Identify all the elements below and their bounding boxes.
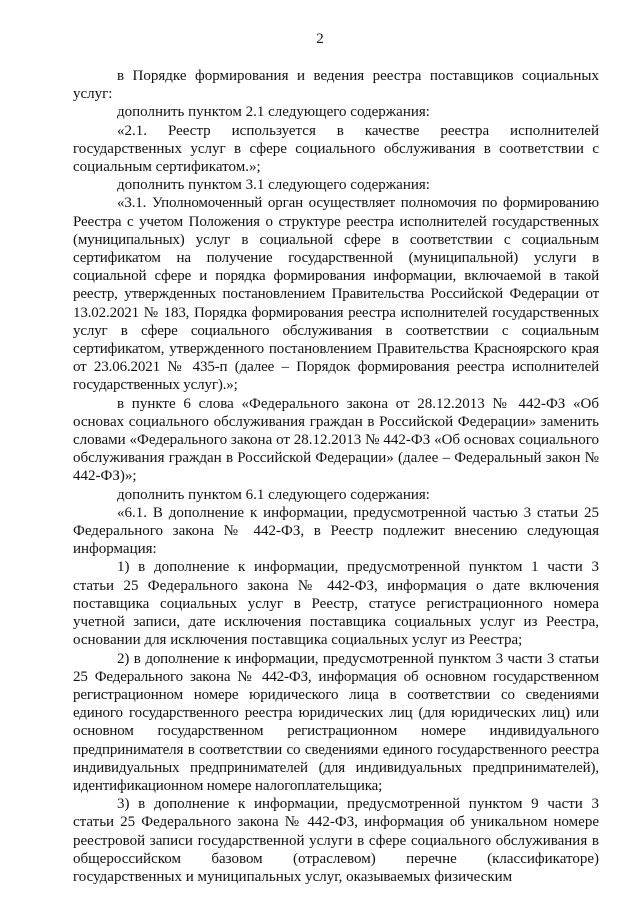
paragraph-clause-6-1: «6.1. В дополнение к информации, предусмотренной частью 3 статьи 25 Федерального закона № 442-ФЗ, в Реестр подлежит внесению следующая информация: xyxy=(73,504,599,558)
paragraph-intro: в Порядке формирования и ведения реестра поставщиков социальных услуг: xyxy=(73,68,599,103)
paragraph-item-1: 1) в дополнение к информации, предусмотренной пунктом 1 части 3 статьи 25 Федерального закона № 442-ФЗ, информация о дате включения поставщика социальных услуг в Реестр, статусе регистрационного номера учетной записи, дате исключения поставщика социальных услуг из Реестра, основании для исключения поставщика социальных услуг из Реестра; xyxy=(73,559,599,649)
paragraph-add-3-1: дополнить пунктом 3.1 следующего содержания: xyxy=(117,177,430,194)
paragraph-point-6: в пункте 6 слова «Федерального закона от 28.12.2013 № 442-ФЗ «Об основах социального обслуживания граждан в Российской Федерации» заменить словами «Федерального закона от 28.12.2013 № 442-ФЗ «Об основах социального обслуживания граждан в Российской Федерации» (далее – Федеральный закон № 442-ФЗ)»; xyxy=(73,395,599,485)
paragraph-add-6-1: дополнить пунктом 6.1 следующего содержания: xyxy=(117,486,430,503)
paragraph-add-2-1: дополнить пунктом 2.1 следующего содержания: xyxy=(117,104,430,121)
paragraph-clause-2-1: «2.1. Реестр используется в качестве реестра исполнителей государственных услуг в сфере социального обслуживания в соответствии с социальным сертификатом.»; xyxy=(73,122,599,176)
paragraph-item-2: 2) в дополнение к информации, предусмотренной пунктом 3 части 3 статьи 25 Федерального закона № 442-ФЗ, информация об основном государственном регистрационном номере юридического лица в соответствии со сведениями единого государственного реестра юридических лиц (для юридических лиц) или основном государственном регистрационном номере индивидуального предпринимателя в соответствии со сведениями единого государственного реестра индивидуальных предпринимателей (для индивидуальных предпринимателей), идентификационном номере налогоплательщика; xyxy=(73,650,599,794)
document-body xyxy=(73,67,599,886)
page-number: 2 xyxy=(316,31,324,47)
paragraph-clause-3-1: «3.1. Уполномоченный орган осуществляет полномочия по формированию Реестра с учетом Положения о структуре реестра исполнителей государственных (муниципальных) услуг в социальной сфере в соответствии с социальным сертификатом на получение государственной (муниципальной) услуги в социальной сфере и порядка формирования информации, включаемой в такой реестр, утвержденных постановлением Правительства Российской Федерации от 13.02.2021 № 183, Порядка формирования реестра исполнителей государственных услуг в сфере социального обслуживания в соответствии с социальным сертификатом, утвержденного постановлением Правительства Красноярского края от 23.06.2021 № 435-п (далее – Порядок формирования реестра исполнителей государственных услуг).»; xyxy=(73,195,599,394)
paragraph-item-3: 3) в дополнение к информации, предусмотренной пунктом 9 части 3 статьи 25 Федерального закона № 442-ФЗ, информация об уникальном номере реестровой записи государственной услуги в сфере социального обслуживания в общероссийском базовом (отраслевом) перечне (классификаторе) государственных и муниципальных услуг, оказываемых физическим xyxy=(73,796,599,885)
